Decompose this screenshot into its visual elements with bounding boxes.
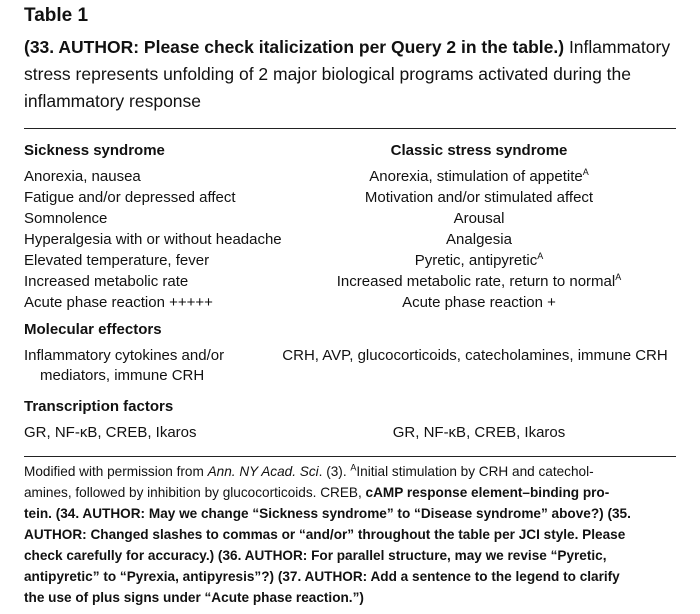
- molecular-left-line2: mediators, immune CRH: [40, 367, 205, 384]
- row-stress-text: Pyretic, antipyretic: [414, 252, 538, 269]
- row-stress-text: Anorexia, stimulation of appetite: [369, 168, 583, 185]
- footnote-line-1: Modified with permission from Ann. NY Acad. Sci. (3). $^A$Initial stimulation by CRH and catechol-: [24, 462, 594, 479]
- row-sickness-cell: Anorexia, nausea: [24, 168, 141, 185]
- row-sickness-cell: Elevated temperature, fever: [24, 252, 210, 269]
- table-label: Table 1: [24, 5, 89, 26]
- heading-transcription-factors: Transcription factors: [24, 398, 174, 415]
- row-stress-cell: [292, 251, 666, 271]
- row-stress-text: Arousal: [453, 210, 505, 227]
- footnote-line-3: tein. (34. AUTHOR: May we change “Sickness syndrome” to “Disease syndrome” above?) (35.: [24, 506, 631, 521]
- footnote-line-5: check carefully for accuracy.) (36. AUTHOR: For parallel structure, may we revise “Pyretic,: [24, 548, 607, 563]
- transcription-left: GR, NF-κB, CREB, Ikaros: [24, 424, 197, 441]
- row-stress-cell: [292, 167, 666, 187]
- superscript-a: A: [350, 462, 357, 473]
- row-sickness-cell: Increased metabolic rate: [24, 273, 189, 290]
- journal-name: Ann. NY Acad. Sci: [207, 464, 319, 479]
- row-stress-cell: [292, 293, 666, 313]
- footnote-line-7: the use of plus signs under “Acute phase reaction.”): [24, 590, 364, 605]
- row-stress-text: Analgesia: [446, 231, 512, 248]
- footnote-line-2: amines, followed by inhibition by glucocorticoids. CREB, cAMP response element–binding pro-: [24, 485, 610, 500]
- transcription-right: GR, NF-κB, CREB, Ikaros: [392, 424, 566, 441]
- row-stress-cell: [292, 188, 666, 208]
- row-stress-superscript: A: [582, 167, 589, 177]
- row-sickness-cell: Somnolence: [24, 210, 108, 227]
- row-stress-superscript: A: [615, 272, 622, 282]
- caption-author-query: (33. AUTHOR: Please check italicization per Query 2 in the table.): [24, 37, 565, 57]
- heading-molecular-effectors: Molecular effectors: [24, 321, 162, 338]
- caption-text: Inflammatory stress represents unfolding of 2 major biological programs activated during the inflammatory response: [24, 37, 671, 111]
- row-stress-text: Increased metabolic rate, return to normal: [336, 273, 616, 290]
- header-classic-stress-syndrome: Classic stress syndrome: [390, 142, 568, 159]
- table-footnote: [24, 461, 676, 608]
- molecular-right: CRH, AVP, glucocorticoids, catecholamines, immune CRH: [282, 347, 668, 364]
- row-stress-text: Motivation and/or stimulated affect: [364, 189, 594, 206]
- row-sickness-cell: Acute phase reaction +++++: [24, 294, 213, 311]
- header-sickness-syndrome: Sickness syndrome: [24, 142, 165, 159]
- row-sickness-cell: Fatigue and/or depressed affect: [24, 189, 236, 206]
- row-stress-cell: [292, 209, 666, 229]
- footnote-line-4: AUTHOR: Changed slashes to commas or “and/or” throughout the table per JCI style. Please: [24, 527, 626, 542]
- row-stress-superscript: A: [537, 251, 544, 261]
- row-stress-cell: [292, 230, 666, 250]
- row-sickness-cell: Hyperalgesia with or without headache: [24, 231, 282, 248]
- bottom-rule: [24, 456, 676, 457]
- top-rule: [24, 128, 676, 129]
- row-stress-cell: [292, 272, 666, 292]
- molecular-left-line1: Inflammatory cytokines and/or: [24, 347, 225, 364]
- footnote-line-6: antipyretic” to “Pyrexia, antipyresis”?) (37. AUTHOR: Add a sentence to the legend to clarify: [24, 569, 620, 584]
- table-caption: [24, 34, 684, 115]
- row-stress-text: Acute phase reaction +: [402, 294, 556, 311]
